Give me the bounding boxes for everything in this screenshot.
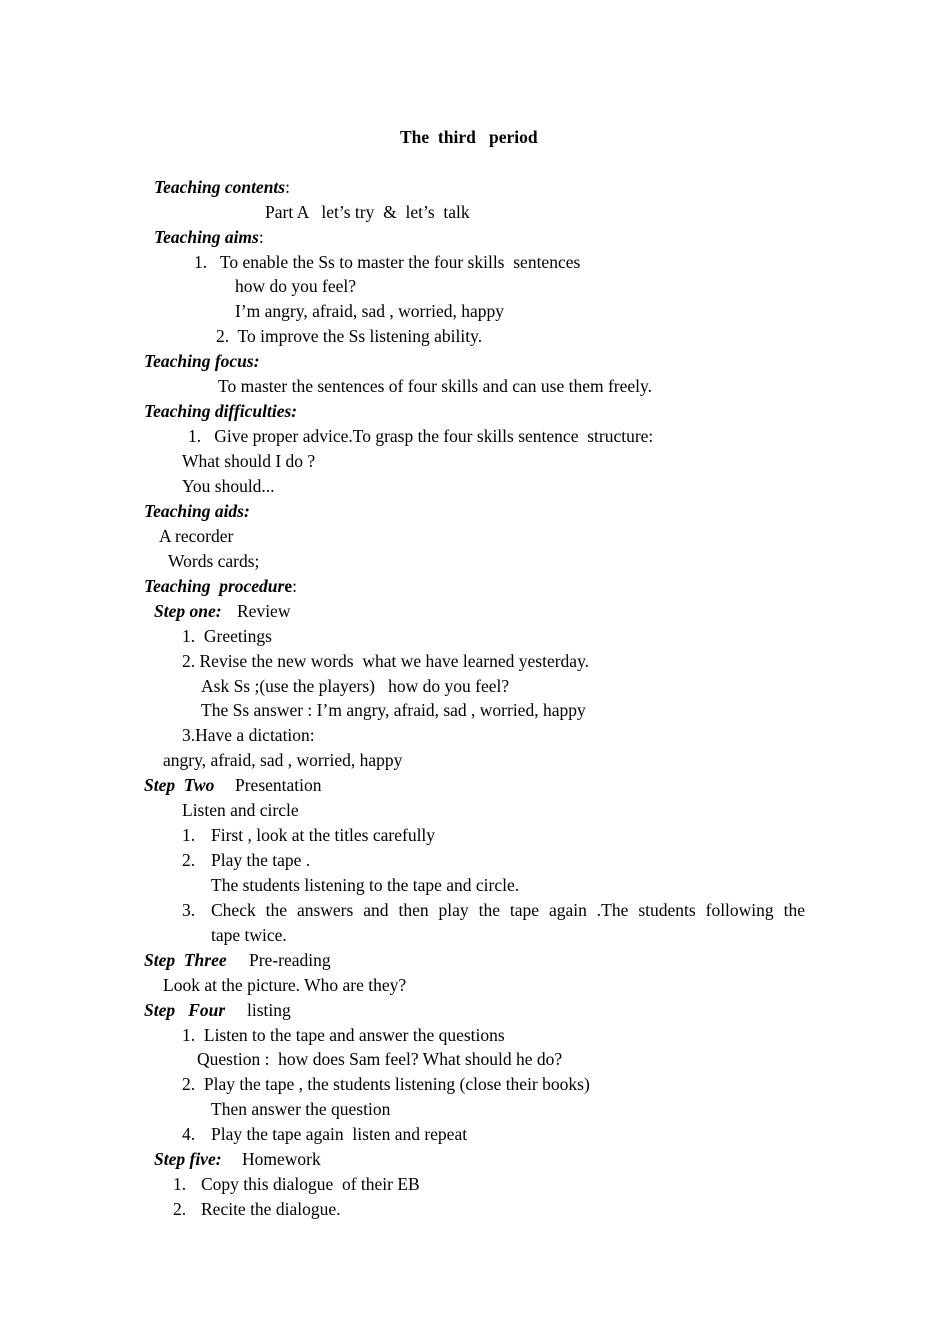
step-three-line: Look at the picture. Who are they?	[163, 975, 407, 995]
difficulties-answer: You should...	[182, 476, 275, 496]
step-one-item-2-question: Ask Ss ;(use the players) how do you feel?	[201, 676, 510, 696]
contents-line: Part A let’s try & let’s talk	[265, 202, 470, 222]
step-one-title: Review	[237, 601, 291, 621]
step-four-item-1: 1. Listen to the tape and answer the questions	[182, 1025, 505, 1045]
contents-heading-label: Teaching contents	[154, 177, 286, 197]
aids-heading: Teaching aids:	[144, 501, 250, 521]
step-five-number-2: 2.	[173, 1199, 187, 1219]
procedure-heading-colon: :	[292, 576, 297, 596]
document-title: The third period	[400, 127, 538, 147]
step-one-item-3-words: angry, afraid, sad , worried, happy	[163, 750, 403, 770]
difficulties-question: What should I do ?	[182, 451, 316, 471]
step-four-item-2: 2. Play the tape , the students listening (close their books)	[182, 1074, 590, 1094]
aims-item-2: 2. To improve the Ss listening ability.	[216, 326, 483, 346]
step-three-label: Step Three	[144, 950, 227, 970]
aims-heading	[154, 227, 264, 247]
step-one-item-1: 1. Greetings	[182, 626, 272, 646]
focus-heading: Teaching focus:	[144, 351, 260, 371]
aims-item-1-question: how do you feel?	[235, 276, 357, 296]
step-one-item-3: 3.Have a dictation:	[182, 725, 315, 745]
contents-heading-colon: :	[285, 177, 290, 197]
focus-line: To master the sentences of four skills and can use them freely.	[218, 376, 653, 396]
step-two-number-3: 3.	[182, 900, 196, 920]
step-five-number-1: 1.	[173, 1174, 187, 1194]
step-two-number-2: 2.	[182, 850, 196, 870]
aims-item-1-answer: I’m angry, afraid, sad , worried, happy	[235, 301, 505, 321]
step-one-label: Step one:	[154, 601, 222, 621]
step-two-item-3-continued: tape twice.	[211, 925, 287, 945]
step-two-label: Step Two	[144, 775, 215, 795]
step-two-item-3: Check the answers and then play the tape again .The students following the	[211, 900, 805, 920]
step-five-item-1: Copy this dialogue of their EB	[201, 1174, 420, 1194]
step-two-item-2-detail: The students listening to the tape and circle.	[211, 875, 520, 895]
step-four-title: listing	[247, 1000, 291, 1020]
step-three-title: Pre-reading	[249, 950, 331, 970]
step-two-item-2: Play the tape .	[211, 850, 311, 870]
step-four-number-4: 4.	[182, 1124, 196, 1144]
step-two-title: Presentation	[235, 775, 322, 795]
procedure-heading	[144, 576, 297, 596]
procedure-heading-last-letter: e	[284, 576, 293, 596]
contents-heading	[154, 177, 290, 197]
step-five-title: Homework	[242, 1149, 321, 1169]
step-four-label: Step Four	[144, 1000, 226, 1020]
aims-heading-colon: :	[258, 227, 264, 247]
step-one-item-2: 2. Revise the new words what we have learned yesterday.	[182, 651, 590, 671]
step-four-item-4: Play the tape again listen and repeat	[211, 1124, 468, 1144]
aims-heading-label: Teaching aims	[154, 227, 259, 247]
step-two-item-1: First , look at the titles carefully	[211, 825, 436, 845]
step-four-item-2-detail: Then answer the question	[211, 1099, 391, 1119]
step-two-line: Listen and circle	[182, 800, 299, 820]
step-five-label: Step five:	[154, 1149, 222, 1169]
difficulties-heading: Teaching difficulties:	[144, 401, 298, 421]
step-four-item-1-question: Question : how does Sam feel? What should he do?	[197, 1049, 563, 1069]
aids-item-recorder: A recorder	[159, 526, 234, 546]
aids-item-cards: Words cards;	[168, 551, 260, 571]
aims-item-1: 1. To enable the Ss to master the four skills sentences	[194, 252, 581, 272]
step-five-item-2: Recite the dialogue.	[201, 1199, 341, 1219]
step-one-item-2-answer: The Ss answer : I’m angry, afraid, sad , worried, happy	[201, 700, 586, 720]
step-two-number-1: 1.	[182, 825, 196, 845]
procedure-heading-label: Teaching procedur	[144, 576, 285, 596]
difficulties-item-1: 1. Give proper advice.To grasp the four skills sentence structure:	[188, 426, 654, 446]
